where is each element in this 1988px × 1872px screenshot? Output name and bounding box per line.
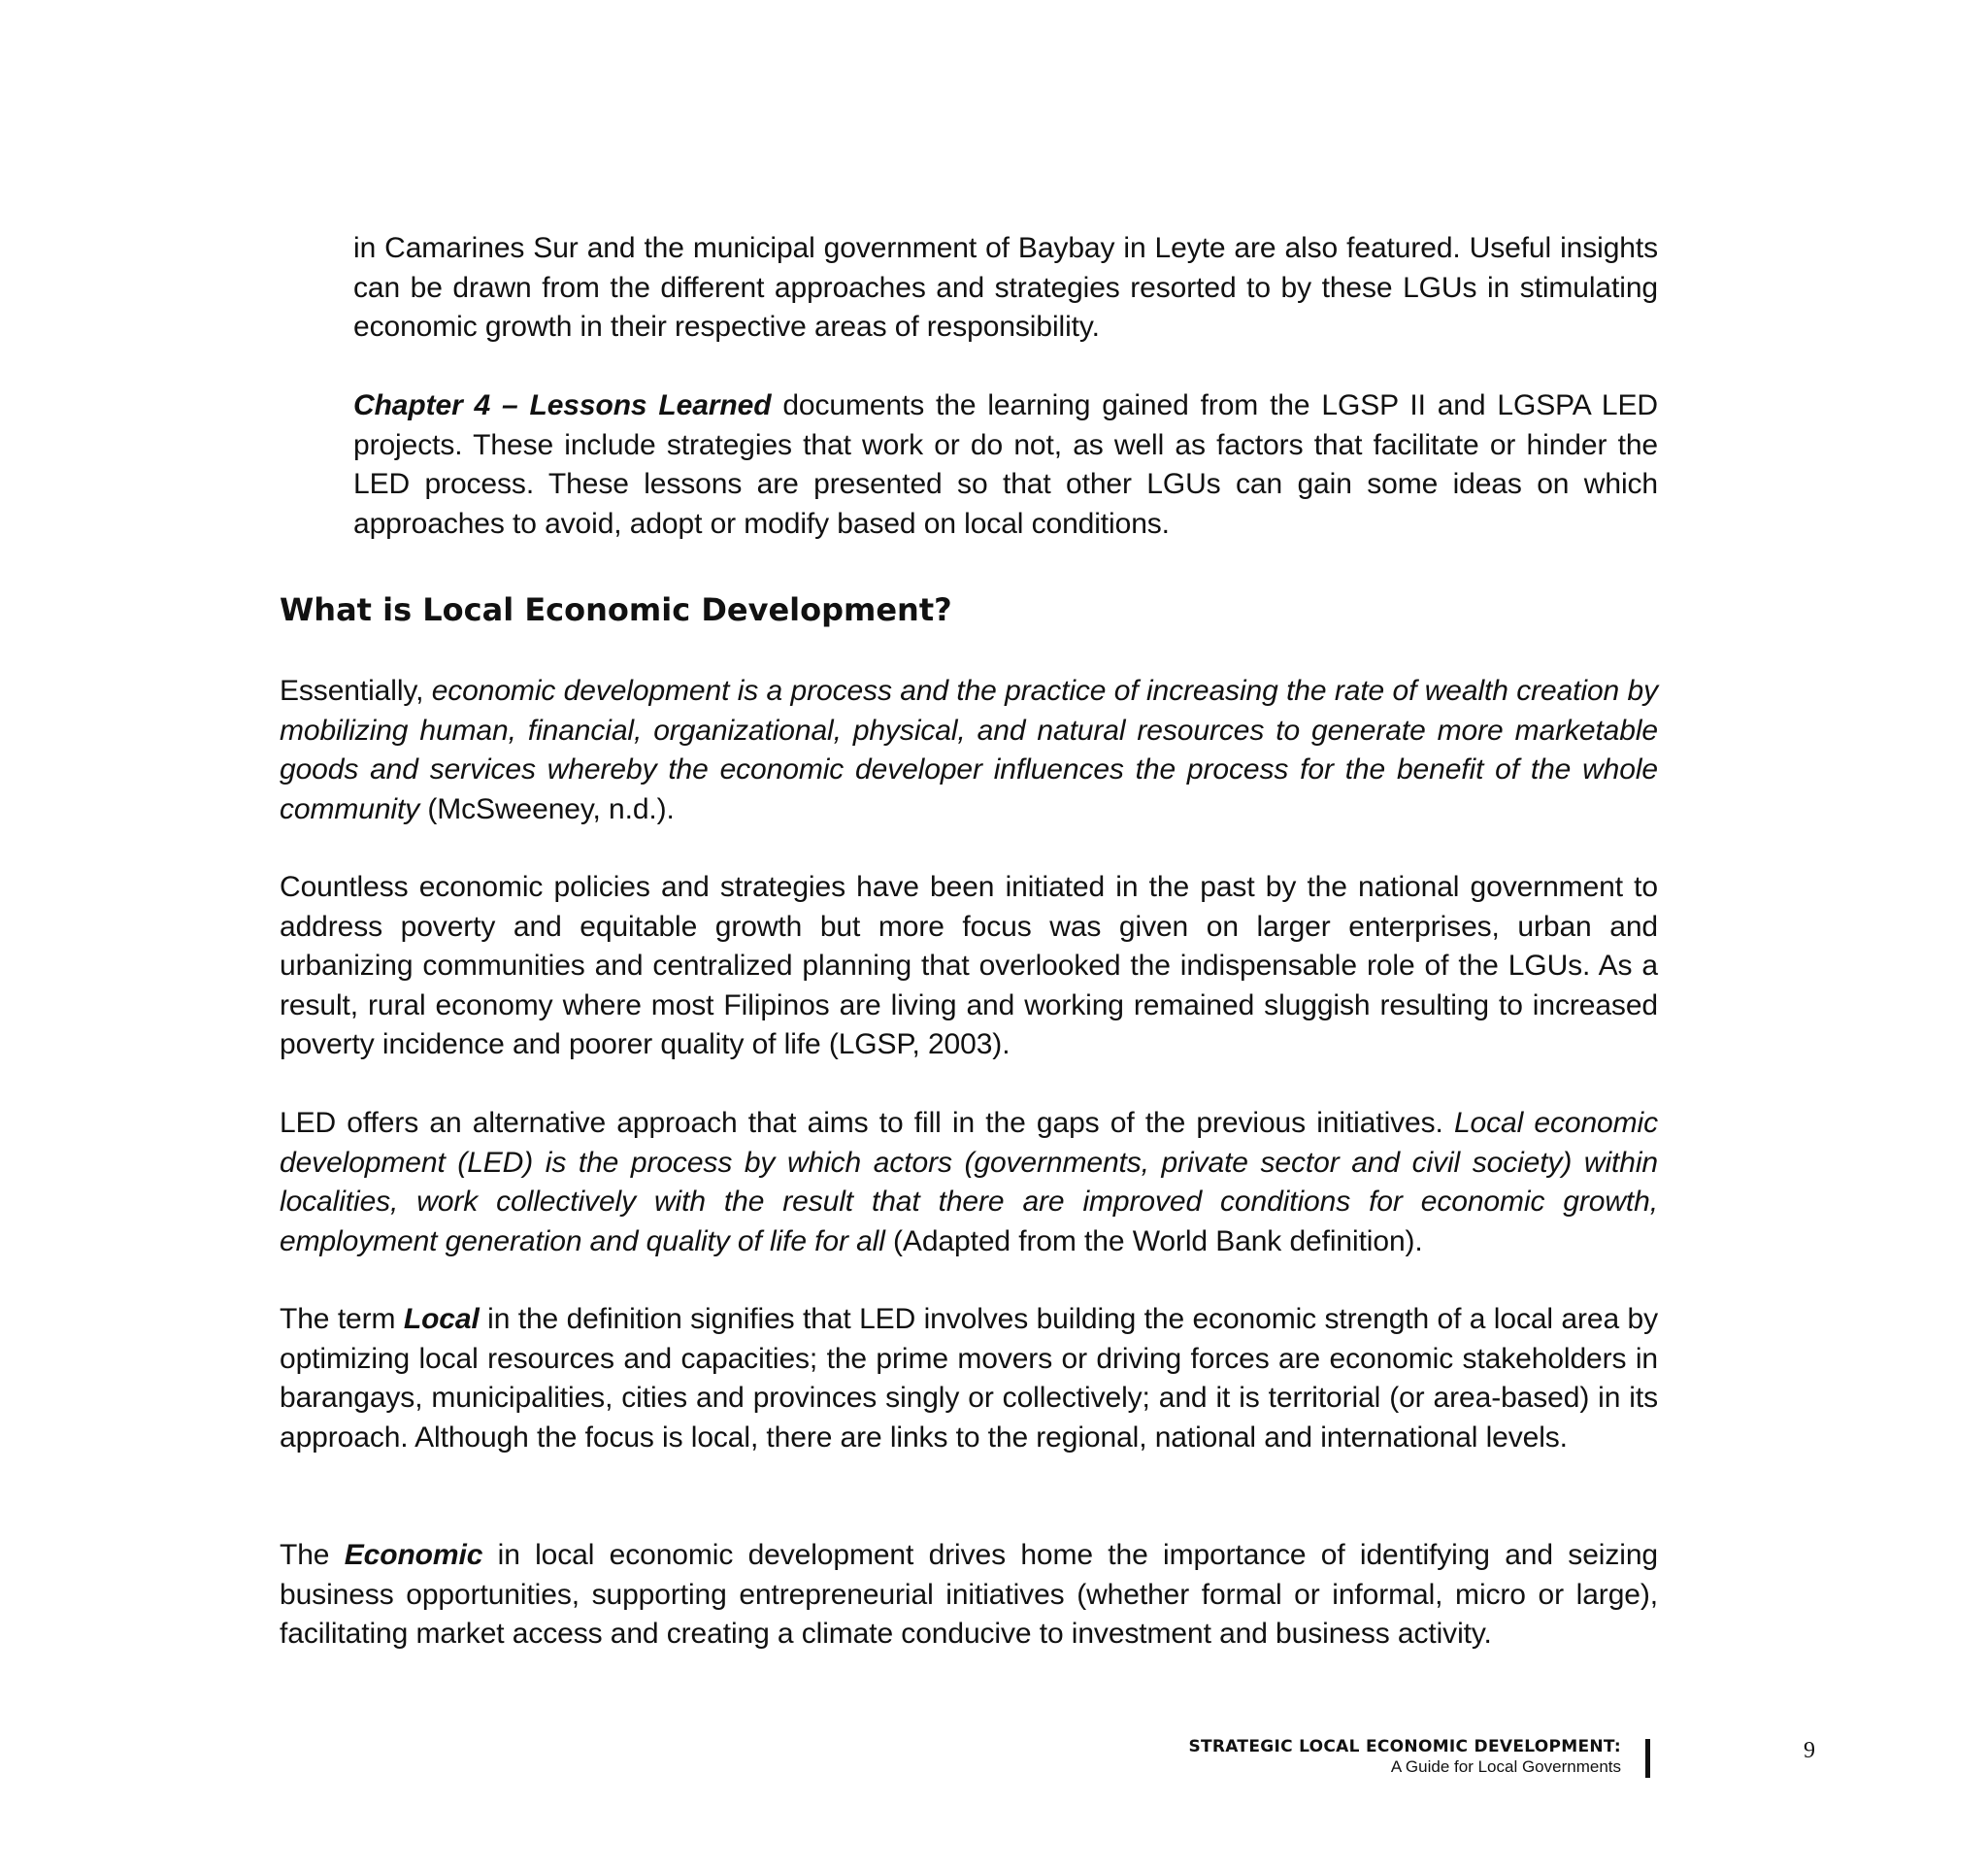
local-paragraph xyxy=(280,1300,1658,1457)
intro-continuation-text: in Camarines Sur and the municipal government of Baybay in Leyte are also featured. Useful insights can be drawn from the different approaches and strategies resorted to by these LGUs in stimulating economic growth in their respective areas of responsibility. xyxy=(353,232,1658,343)
intro-continuation-paragraph xyxy=(353,229,1658,348)
chapter4-text: documents the learning gained from the LGSP II and LGSPA LED projects. These include strategies that work or do not, as well as factors that facilitate or hinder the LED process. These lessons are presented so that other LGUs can gain some ideas on which approaches to avoid, adopt or modify based on local conditions. xyxy=(353,389,1658,540)
footer-divider-bar xyxy=(1645,1739,1650,1778)
led-lead: LED offers an alternative approach that aims to fill in the gaps of the previous initiatives. xyxy=(280,1107,1454,1139)
definition-italic: economic development is a process and the practice of increasing the rate of wealth creation by mobilizing human, financial, organizational, physical, and natural resources to generate more marketable goods and services whereby the economic developer influences the process for the benefit of the whole community xyxy=(280,675,1658,825)
economic-tail: in local economic development drives home the importance of identifying and seizing business opportunities, supporting entrepreneurial initiatives (whether formal or informal, micro or large), facilitating market access and creating a climate conducive to investment and business activity. xyxy=(280,1539,1658,1650)
definition-tail: (McSweeney, n.d.). xyxy=(419,792,675,825)
local-lead: The term xyxy=(280,1303,404,1335)
page-number: 9 xyxy=(1804,1738,1815,1763)
local-term: Local xyxy=(403,1303,480,1335)
economic-lead: The xyxy=(280,1539,345,1571)
section-heading: What is Local Economic Development? xyxy=(280,591,952,628)
definition-lead: Essentially, xyxy=(280,675,432,707)
countless-text: Countless economic policies and strategies have been initiated in the past by the national government to address poverty and equitable growth but more focus was given on larger enterprises, urban and urbanizing communities and centralized planning that overlooked the indispensable role of the LGUs. As a result, rural economy where most Filipinos are living and working remained sluggish resulting to increased poverty incidence and poorer quality of life (LGSP, 2003). xyxy=(280,871,1658,1060)
footer-title: STRATEGIC LOCAL ECONOMIC DEVELOPMENT: xyxy=(1188,1737,1621,1756)
led-italic: Local economic development (LED) is the process by which actors (governments, private sector and civil society) within localities, work collectively with the result that there are improved conditions for economic growth, employment generation and quality of life for all xyxy=(280,1107,1658,1257)
chapter4-title: Chapter 4 – Lessons Learned xyxy=(353,389,772,421)
footer-subtitle: A Guide for Local Governments xyxy=(1390,1757,1621,1776)
running-footer xyxy=(1188,1739,1621,1775)
chapter4-paragraph xyxy=(353,386,1658,544)
economic-term: Economic xyxy=(344,1539,483,1571)
definition-paragraph xyxy=(280,672,1658,829)
economic-paragraph xyxy=(280,1536,1658,1655)
led-tail: (Adapted from the World Bank definition). xyxy=(884,1224,1423,1257)
led-paragraph xyxy=(280,1104,1658,1261)
countless-paragraph xyxy=(280,868,1658,1065)
local-tail: in the definition signifies that LED involves building the economic strength of a local area by optimizing local resources and capacities; the prime movers or driving forces are economic stakeholders in barangays, municipalities, cities and provinces singly or collectively; and it is territorial (or area-based) in its approach. Although the focus is local, there are links to the regional, national and international levels. xyxy=(280,1303,1658,1454)
